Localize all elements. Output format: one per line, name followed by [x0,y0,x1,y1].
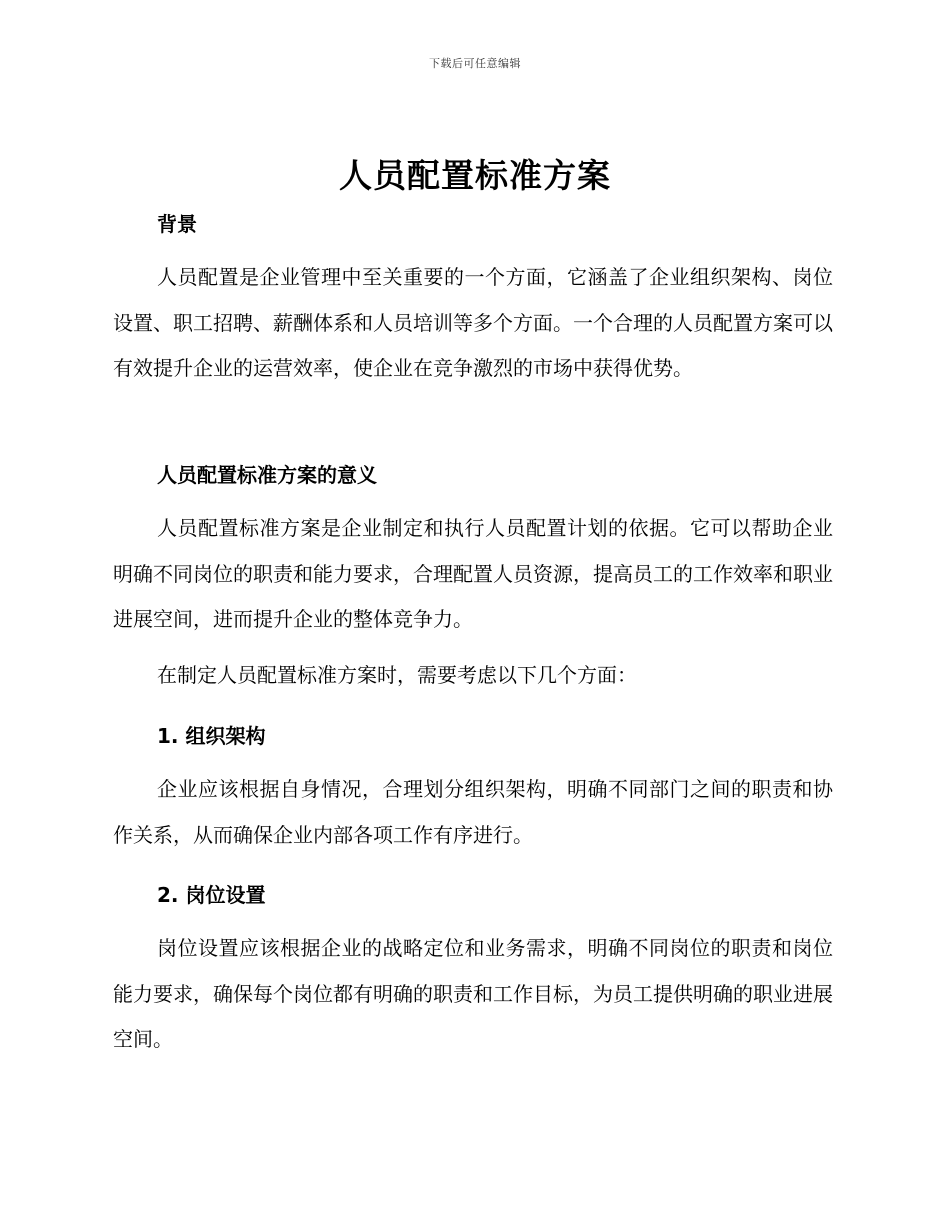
paragraph-org-structure: 企业应该根据自身情况，合理划分组织架构，明确不同部门之间的职责和协作关系，从而确保企业内部各项工作有序进行。 [113,777,833,847]
section-heading-org-structure: 1. 组织架构 [157,724,266,748]
section-heading-significance: 人员配置标准方案的意义 [157,463,377,487]
paragraph-background: 人员配置是企业管理中至关重要的一个方面，它涵盖了企业组织架构、岗位设置、职工招聘、薪酬体系和人员培训等多个方面。一个合理的人员配置方案可以有效提升企业的运营效率，使企业在竞争激烈的市场中获得优势。 [113,265,833,380]
section-heading-position-setup: 2. 岗位设置 [157,883,266,907]
paragraph-position-setup: 岗位设置应该根据企业的战略定位和业务需求，明确不同岗位的职责和岗位能力要求，确保每个岗位都有明确的职责和工作目标，为员工提供明确的职业进展空间。 [113,936,833,1051]
document-title: 人员配置标准方案 [339,156,611,195]
paragraph-considerations: 在制定人员配置标准方案时，需要考虑以下几个方面： [157,663,637,687]
section-heading-background: 背景 [157,212,197,236]
paragraph-significance: 人员配置标准方案是企业制定和执行人员配置计划的依据。它可以帮助企业明确不同岗位的职责和能力要求，合理配置人员资源，提高员工的工作效率和职业进展空间，进而提升企业的整体竞争力。 [113,516,833,631]
header-note: 下载后可任意编辑 [429,57,521,70]
